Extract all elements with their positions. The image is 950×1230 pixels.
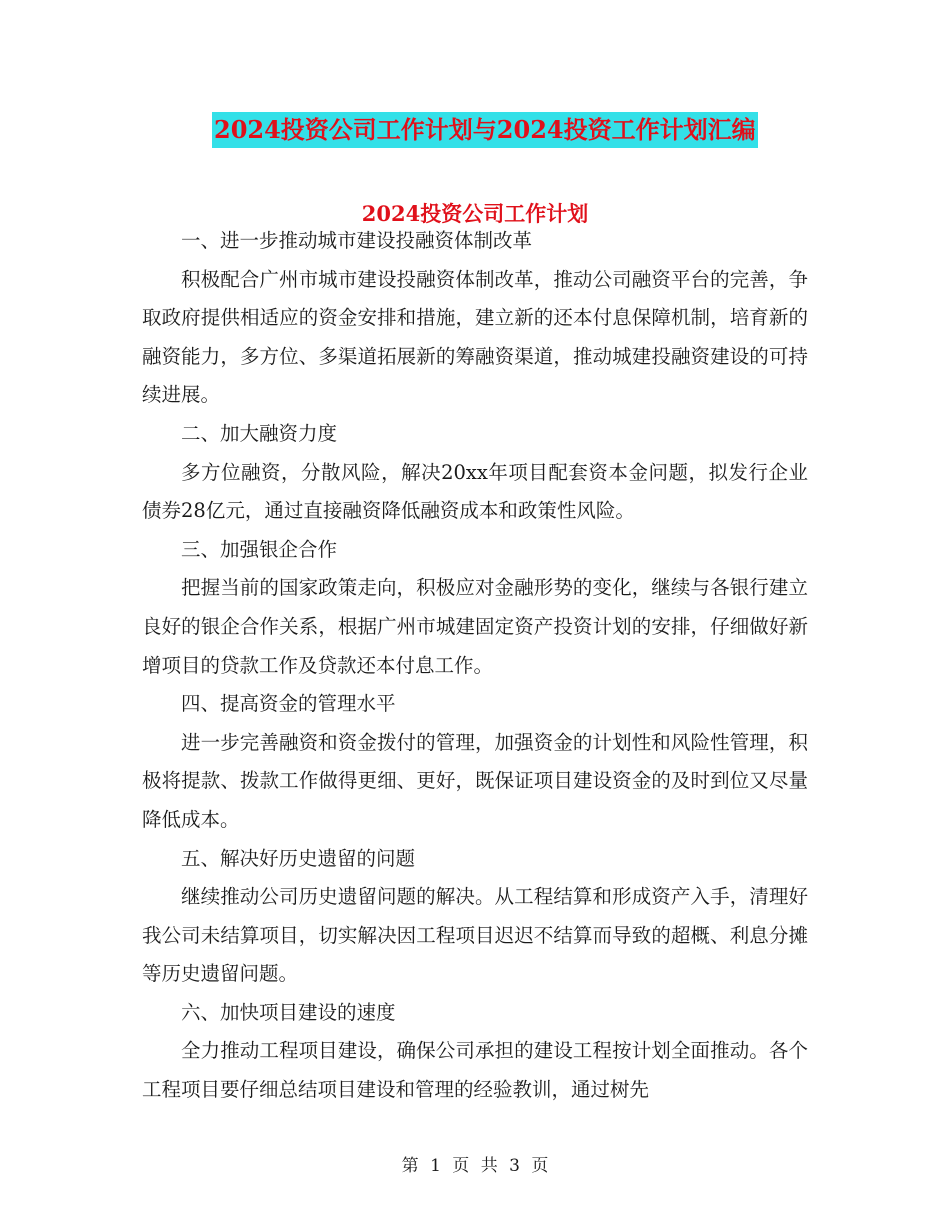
page-footer: 第 1 页 共 3 页	[401, 1156, 549, 1176]
document-body	[142, 222, 808, 1110]
heading-5: 五、解决好历史遗留的问题	[181, 846, 416, 870]
heading-3: 三、加强银企合作	[181, 537, 338, 561]
heading-2: 二、加大融资力度	[181, 421, 338, 445]
heading-6: 六、加快项目建设的速度	[181, 1000, 396, 1024]
paragraph-6: 全力推动工程项目建设，确保公司承担的建设工程按计划全面推动。各个工程项目要仔细总结项目建设和管理的经验教训，通过树先	[142, 1039, 808, 1102]
heading-4: 四、提高资金的管理水平	[181, 692, 396, 716]
heading-1: 一、进一步推动城市建设投融资体制改革	[181, 229, 533, 252]
paragraph-2: 多方位融资，分散风险，解决20xx年项目配套资本金问题，拟发行企业债券28亿元，通过直接融资降低融资成本和政策性风险。	[142, 460, 808, 523]
section-title: 2024投资公司工作计划	[361, 201, 589, 226]
paragraph-5: 继续推动公司历史遗留问题的解决。从工程结算和形成资产入手，清理好我公司未结算项目，切实解决因工程项目迟迟不结算而导致的超概、利息分摊等历史遗留问题。	[142, 885, 808, 986]
document-title: 2024投资公司工作计划与2024投资工作计划汇编	[212, 112, 758, 148]
paragraph-1: 积极配合广州市城市建设投融资体制改革，推动公司融资平台的完善，争取政府提供相适应的资金安排和措施，建立新的还本付息保障机制，培育新的融资能力，多方位、多渠道拓展新的筹融资渠道，推动城建投融资建设的可持续进展。	[142, 267, 808, 407]
paragraph-3: 把握当前的国家政策走向，积极应对金融形势的变化，继续与各银行建立良好的银企合作关系，根据广州市城建固定资产投资计划的安排，仔细做好新增项目的贷款工作及贷款还本付息工作。	[142, 576, 808, 677]
paragraph-4: 进一步完善融资和资金拨付的管理，加强资金的计划性和风险性管理，积极将提款、拨款工作做得更细、更好，既保证项目建设资金的及时到位又尽量降低成本。	[142, 730, 808, 831]
